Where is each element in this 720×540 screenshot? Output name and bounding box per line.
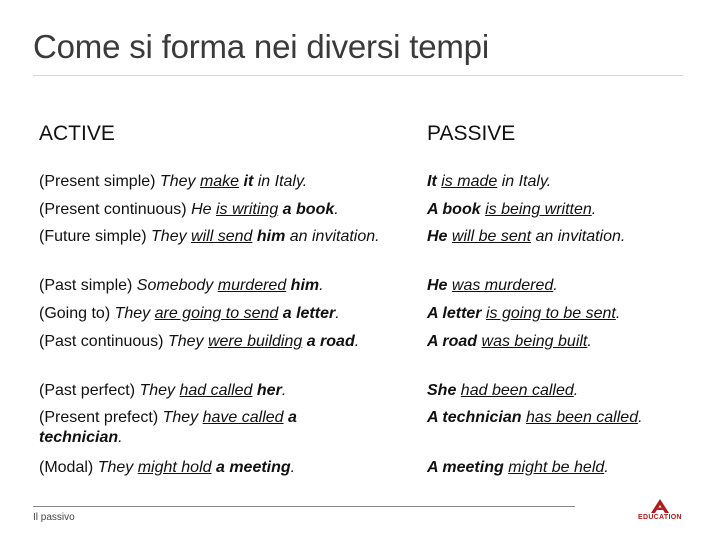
sentence-fragment: it (243, 173, 254, 190)
sentence-fragment: They (159, 173, 200, 190)
sentence-fragment: were building (207, 333, 303, 350)
sentence-fragment: . (587, 333, 592, 350)
sentence-fragment: A book (427, 201, 481, 218)
sentence-fragment: will send (191, 228, 253, 245)
sentence-fragment: murdered (217, 277, 287, 294)
publisher-logo-text: EDUCATION (638, 514, 682, 521)
active-sentence (39, 304, 384, 324)
sentence-fragment: They (97, 459, 138, 476)
passive-sentence (427, 276, 717, 296)
sentence-fragment: in Italy. (497, 173, 552, 190)
sentence-fragment: had called (179, 382, 253, 399)
sentence-fragment: A letter (427, 305, 482, 322)
sentence-fragment: is going to be sent (485, 305, 616, 322)
sentence-fragment: . (573, 382, 579, 399)
sentence-fragment: was being built (481, 333, 588, 350)
column-header-active: ACTIVE (39, 122, 115, 145)
sentence-fragment: her (256, 382, 282, 399)
sentence-fragment: She (427, 382, 457, 399)
footer-divider (33, 506, 575, 507)
sentence-fragment: an invitation. (285, 228, 380, 245)
sentence-fragment: It (427, 173, 437, 190)
active-sentence (39, 172, 384, 192)
sentence-fragment: was murdered (451, 277, 554, 294)
passive-sentence (427, 458, 717, 478)
sentence-fragment: . (335, 305, 340, 322)
sentence-fragment: is writing (215, 201, 279, 218)
passive-sentence (427, 304, 717, 324)
sentence-fragment: . (615, 305, 621, 322)
sentence-fragment: might hold (137, 459, 212, 476)
sentence-fragment: They (162, 409, 203, 426)
sentence-fragment: an invitation. (531, 228, 626, 245)
passive-sentence (427, 172, 717, 192)
sentence-fragment: . (553, 277, 558, 294)
tense-label: (Modal) (39, 459, 98, 476)
sentence-fragment: him (290, 277, 320, 294)
active-sentence (39, 381, 384, 401)
sentence-fragment: . (334, 201, 339, 218)
sentence-fragment: make (199, 173, 240, 190)
sentence-fragment: him (256, 228, 286, 245)
active-sentence (39, 227, 384, 247)
sentence-fragment: has been called (526, 409, 639, 426)
sentence-fragment: They (167, 333, 208, 350)
sentence-fragment: . (290, 459, 296, 476)
tense-label: (Future simple) (39, 228, 152, 245)
tense-label: (Past perfect) (39, 382, 140, 399)
passive-sentence (427, 408, 717, 428)
sentence-fragment: a meeting (215, 459, 291, 476)
sentence-fragment: A technician (427, 409, 522, 426)
tense-label: (Present prefect) (39, 409, 163, 426)
sentence-fragment: They (151, 228, 192, 245)
passive-sentence (427, 200, 717, 220)
sentence-fragment: is made (441, 173, 498, 190)
sentence-fragment: A meeting (427, 459, 504, 476)
sentence-fragment: A road (427, 333, 478, 350)
sentence-fragment: They (139, 382, 180, 399)
column-header-passive: PASSIVE (427, 122, 516, 145)
sentence-fragment: a technician (39, 409, 297, 446)
sentence-fragment: might be held (508, 459, 605, 476)
page-title: Come si forma nei diversi tempi (33, 28, 489, 65)
tense-label: (Present continuous) (39, 201, 192, 218)
sentence-fragment: is being written (485, 201, 592, 218)
footer-label: Il passivo (33, 512, 75, 523)
sentence-fragment: . (638, 409, 643, 426)
sentence-fragment: He (427, 277, 448, 294)
sentence-fragment: . (354, 333, 360, 350)
passive-sentence (427, 332, 717, 352)
sentence-fragment: are going to send (154, 305, 279, 322)
sentence-fragment: a book (282, 201, 335, 218)
sentence-fragment: He (427, 228, 448, 245)
tense-label: (Going to) (39, 305, 115, 322)
sentence-fragment: will be sent (451, 228, 532, 245)
sentence-fragment: have called (202, 409, 284, 426)
sentence-fragment: . (591, 201, 597, 218)
sentence-fragment: . (281, 382, 287, 399)
tense-label: (Past simple) (39, 277, 137, 294)
sentence-fragment: in Italy. (253, 173, 308, 190)
sentence-fragment: . (319, 277, 324, 294)
sentence-fragment: They (114, 305, 155, 322)
active-sentence (39, 458, 384, 478)
tense-label: (Present simple) (39, 173, 160, 190)
sentence-fragment: He (191, 201, 216, 218)
active-sentence (39, 332, 384, 352)
sentence-fragment: a letter (282, 305, 336, 322)
sentence-fragment: Somebody (136, 277, 218, 294)
sentence-fragment: . (604, 459, 609, 476)
active-sentence (39, 408, 384, 448)
sentence-fragment: had been called (460, 382, 574, 399)
passive-sentence (427, 227, 717, 247)
sentence-fragment: a road (306, 333, 355, 350)
tense-label: (Past continuous) (39, 333, 168, 350)
active-sentence (39, 200, 384, 220)
title-divider (33, 75, 683, 76)
active-sentence (39, 276, 384, 296)
sentence-fragment: . (118, 429, 123, 446)
passive-sentence (427, 381, 717, 401)
